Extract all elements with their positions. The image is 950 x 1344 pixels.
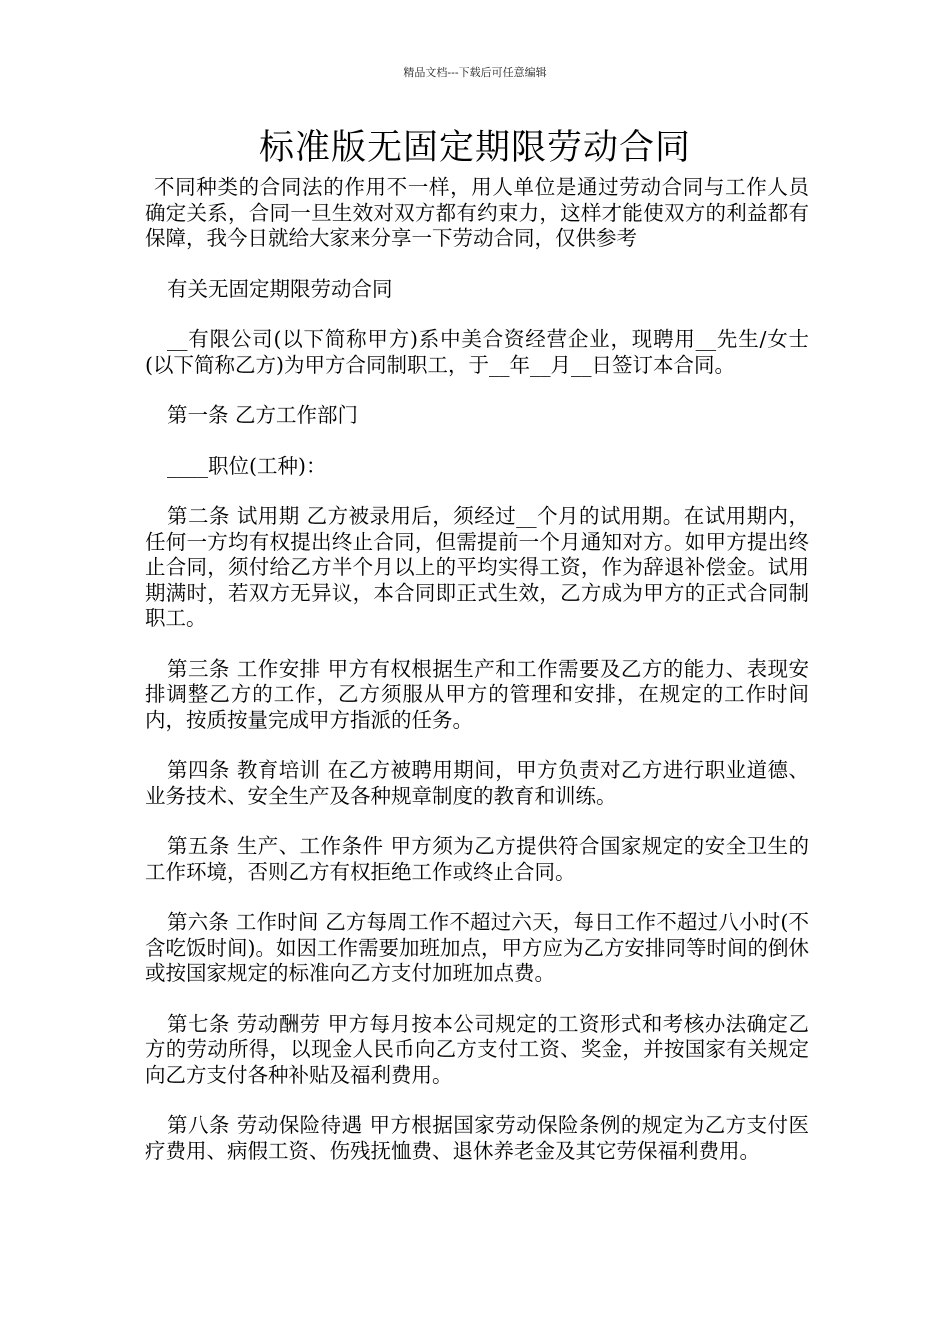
section-heading: 有关无固定期限劳动合同 <box>167 276 393 301</box>
article-1: 第一条 乙方工作部门 <box>167 403 359 427</box>
contract-preamble: __有限公司(以下简称甲方)系中美合资经营企业，现聘用__先生/女士(以下简称乙方)为甲方合同制职工，于__年__月__日签订本合同。 <box>145 327 809 377</box>
article-5: 第五条 生产、工作条件 甲方须为乙方提供符合国家规定的安全卫生的工作环境，否则乙方有权拒绝工作或终止合同。 <box>145 834 809 884</box>
document-body <box>145 175 809 1164</box>
article-6: 第六条 工作时间 乙方每周工作不超过六天，每日工作不超过八小时(不含吃饭时间)。如因工作需要加班加点，甲方应为乙方安排同等时间的倒休或按国家规定的标准向乙方支付加班加点费。 <box>145 910 809 985</box>
position-line: ____职位(工种)： <box>167 453 327 478</box>
article-7: 第七条 劳动酬劳 甲方每月按本公司规定的工资形式和考核办法确定乙方的劳动所得，以现金人民币向乙方支付工资、奖金，并按国家有关规定向乙方支付各种补贴及福利费用。 <box>145 1011 809 1087</box>
intro-paragraph: 不同种类的合同法的作用不一样，用人单位是通过劳动合同与工作人员确定关系，合同一旦生效对双方都有约束力，这样才能使双方的利益都有保障，我今日就给大家来分享一下劳动合同，仅供参考 <box>145 175 809 250</box>
article-2: 第二条 试用期 乙方被录用后，须经过__个月的试用期。在试用期内，任何一方均有权提出终止合同，但需提前一个月通知对方。如甲方提出终止合同，须付给乙方半个月以上的平均实得工资，作为辞退补偿金。试用期满时，若双方无异议，本合同即正式生效，乙方成为甲方的正式合同制职工。 <box>145 504 809 630</box>
document-title: 标准版无固定期限劳动合同 <box>258 128 691 168</box>
article-3: 第三条 工作安排 甲方有权根据生产和工作需要及乙方的能力、表现安排调整乙方的工作，乙方须服从甲方的管理和安排，在规定的工作时间内，按质按量完成甲方指派的任务。 <box>145 656 809 732</box>
article-8: 第八条 劳动保险待遇 甲方根据国家劳动保险条例的规定为乙方支付医疗费用、病假工资、伤残抚恤费、退休养老金及其它劳保福利费用。 <box>145 1113 809 1163</box>
page-header: 精品文档---下载后可任意编辑 <box>403 66 547 79</box>
article-4: 第四条 教育培训 在乙方被聘用期间，甲方负责对乙方进行职业道德、业务技术、安全生产及各种规章制度的教育和训练。 <box>145 758 809 808</box>
